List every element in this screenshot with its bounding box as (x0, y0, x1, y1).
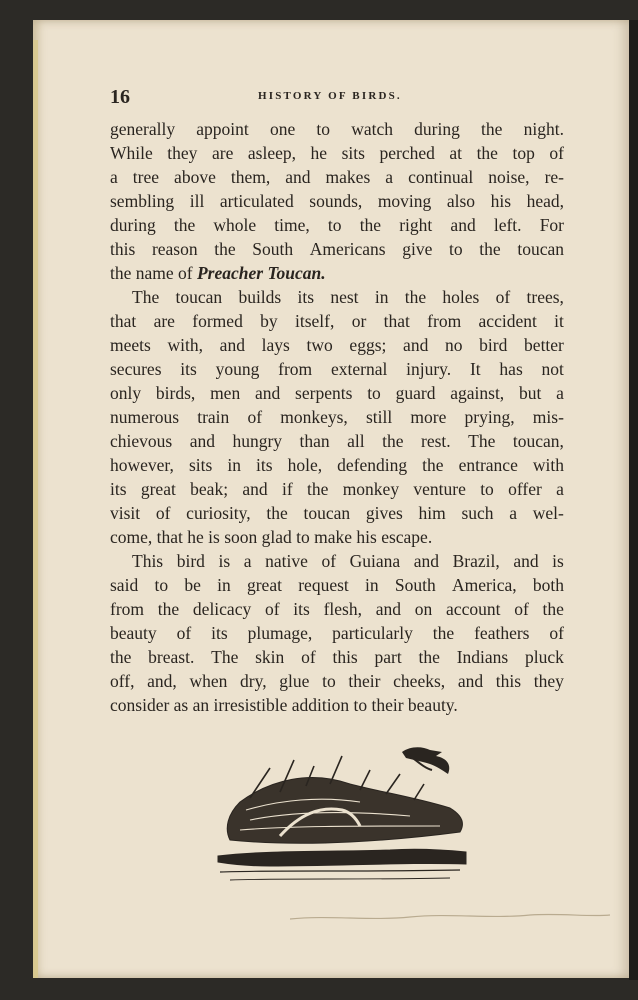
word: of (495, 287, 511, 307)
word: external (330, 359, 388, 379)
text-line (110, 357, 564, 381)
word: the (382, 431, 404, 451)
word: has (499, 359, 523, 379)
word: above (174, 167, 216, 187)
word: during (110, 215, 156, 235)
word: the (266, 503, 288, 523)
word: them, (230, 167, 271, 187)
text-line (110, 669, 564, 693)
word: be (184, 575, 201, 595)
word: two (306, 335, 333, 355)
word: breast. (148, 647, 195, 667)
word: While (110, 143, 153, 163)
word: request (298, 575, 349, 595)
word: sounds, (309, 191, 363, 211)
paper-tear-mark (290, 905, 610, 935)
word: of (321, 551, 337, 571)
word: in (365, 575, 379, 595)
text-line (110, 165, 564, 189)
word: the (542, 599, 564, 619)
word: nest (330, 287, 359, 307)
word: secures (110, 359, 162, 379)
page-gutter-edge (33, 40, 38, 978)
word: to (322, 671, 336, 691)
word: monkey (342, 479, 400, 499)
word: from (278, 359, 313, 379)
word: its (110, 479, 127, 499)
word: by (260, 311, 278, 331)
text-line (110, 309, 564, 333)
word: to (480, 479, 494, 499)
word: toucan, (512, 431, 564, 451)
word: against, (450, 383, 505, 403)
word: Indians (456, 647, 509, 667)
word: is (218, 551, 231, 571)
word: America, (452, 575, 517, 595)
word: night. (523, 119, 564, 139)
word: particularly (332, 623, 413, 643)
word: feathers (474, 623, 530, 643)
word: a (110, 167, 118, 187)
word: of (301, 647, 316, 667)
text-segment: come, that he is soon glad to make his escape. (110, 527, 433, 547)
word: generally (110, 119, 176, 139)
text-line (110, 429, 564, 453)
word: the (422, 455, 444, 475)
word: a (243, 551, 252, 571)
word: his (490, 191, 512, 211)
word: said (110, 575, 139, 595)
word: of (247, 407, 263, 427)
word: flesh, (323, 599, 362, 619)
word: head, (526, 191, 564, 211)
word: they (533, 671, 564, 691)
word: and (403, 335, 429, 355)
word: this (332, 647, 358, 667)
word: This (132, 551, 164, 571)
word: not (541, 359, 564, 379)
word: articulated (219, 191, 294, 211)
word: and, (147, 671, 177, 691)
word: such (461, 503, 494, 523)
word: defending (337, 455, 408, 475)
word: toucan (517, 239, 564, 259)
text-line (110, 405, 564, 429)
word: to (449, 239, 463, 259)
word: and (285, 167, 311, 187)
word: Guiana (349, 551, 401, 571)
word: makes (325, 167, 371, 187)
word: bird (479, 335, 508, 355)
word: The (211, 647, 239, 667)
word: or (351, 311, 367, 331)
word: the (479, 239, 501, 259)
word: more (410, 407, 447, 427)
word: however, (110, 455, 174, 475)
word: its (256, 455, 273, 475)
word: he (310, 143, 328, 163)
word: and (450, 215, 476, 235)
text-line (110, 261, 564, 285)
word: dry, (240, 671, 267, 691)
word: their (348, 671, 381, 691)
word: the (306, 479, 329, 499)
word: off, (110, 671, 135, 691)
word: with (532, 455, 564, 475)
word: guard (395, 383, 436, 403)
word: entrance (458, 455, 518, 475)
word: but (518, 383, 542, 403)
word: builds (238, 287, 282, 307)
text-line (110, 645, 564, 669)
word: curiosity, (186, 503, 251, 523)
word: trees, (526, 287, 564, 307)
word: of (514, 599, 529, 619)
word: are (211, 143, 234, 163)
text-line (110, 453, 564, 477)
word: both (532, 575, 564, 595)
word: appoint (196, 119, 249, 139)
word: of (549, 623, 564, 643)
word: account (446, 599, 501, 619)
text-line (110, 285, 564, 309)
word: great (246, 575, 282, 595)
word: one (269, 119, 296, 139)
text-line (110, 549, 564, 573)
word: offer (508, 479, 542, 499)
landscape-engraving (218, 756, 466, 880)
text-line (110, 381, 564, 405)
word: its (211, 623, 228, 643)
word: injury. (406, 359, 452, 379)
word: on (414, 599, 433, 619)
word: ill (189, 191, 205, 211)
word: glue (279, 671, 310, 691)
word: of (264, 599, 280, 619)
word: men (210, 383, 241, 403)
text-line (110, 597, 564, 621)
word: give (402, 239, 433, 259)
text-segment: the name of (110, 263, 197, 283)
word: are (153, 311, 175, 331)
word: from (110, 599, 145, 619)
word: re- (544, 167, 564, 187)
word: better (524, 335, 564, 355)
word: sits (341, 143, 365, 163)
word: South (252, 239, 294, 259)
word: eggs; (349, 335, 387, 355)
text-line (110, 213, 564, 237)
word: the (110, 647, 132, 667)
word: sembling (110, 191, 175, 211)
word: and (513, 551, 539, 571)
word: it (554, 311, 564, 331)
word: of (176, 623, 192, 643)
word: its (180, 359, 197, 379)
word: the (173, 215, 196, 235)
word: and (242, 479, 268, 499)
word: gives (365, 503, 403, 523)
word: to (316, 119, 331, 139)
word: the (418, 647, 440, 667)
word: to (367, 383, 381, 403)
word: its (297, 287, 315, 307)
word: this (110, 239, 136, 259)
word: when (189, 671, 228, 691)
word: is (552, 551, 564, 571)
text-line (110, 621, 564, 645)
word: during (414, 119, 460, 139)
word: Brazil, (452, 551, 500, 571)
word: meets (110, 335, 151, 355)
word: the (476, 143, 498, 163)
text-segment: consider as an irresistible addition to their beauty. (110, 695, 458, 715)
word: with, (167, 335, 203, 355)
word: left. (493, 215, 522, 235)
word: delicacy (192, 599, 252, 619)
word: hole, (287, 455, 323, 475)
word: in (217, 575, 231, 595)
word: wel- (532, 503, 564, 523)
word: and (457, 671, 484, 691)
word: the (481, 119, 503, 139)
word: a (509, 503, 518, 523)
word: asleep, (247, 143, 296, 163)
word: noise, (488, 167, 530, 187)
word: birds, (155, 383, 196, 403)
word: also (446, 191, 476, 211)
word: beak; (190, 479, 229, 499)
word: The (132, 287, 160, 307)
word: watch (351, 119, 393, 139)
word: serpents (295, 383, 353, 403)
text-line (110, 693, 564, 717)
word: its (293, 599, 310, 619)
word: the (432, 623, 455, 643)
flying-bird-icon (402, 747, 449, 774)
word: and (254, 383, 281, 403)
word: and (375, 599, 402, 619)
word: from (427, 311, 462, 331)
word: lays (261, 335, 290, 355)
woodcut-vignette (210, 740, 470, 890)
word: venture (413, 479, 466, 499)
word: pluck (525, 647, 564, 667)
running-title: HISTORY OF BIRDS. (258, 90, 402, 102)
word: South (394, 575, 436, 595)
word: a (556, 479, 564, 499)
word: and (219, 335, 245, 355)
word: It (469, 359, 481, 379)
word: sits (188, 455, 213, 475)
text-line (110, 117, 564, 141)
word: to (327, 215, 342, 235)
word: the (359, 215, 382, 235)
word: mis- (532, 407, 564, 427)
word: rest. (421, 431, 451, 451)
word: all (347, 431, 365, 451)
word: visit (110, 503, 141, 523)
page-number: 16 (110, 86, 130, 108)
word: monkeys, (280, 407, 348, 427)
word: toucan (175, 287, 223, 307)
word: time, (274, 215, 310, 235)
word: of (549, 143, 564, 163)
word: train (197, 407, 230, 427)
word: moving (377, 191, 432, 211)
word: to (154, 575, 169, 595)
word: in (227, 455, 241, 475)
word: prying, (464, 407, 515, 427)
word: young (215, 359, 260, 379)
word: that (383, 311, 410, 331)
word: toucan (303, 503, 351, 523)
text-line (110, 141, 564, 165)
emphasis-text: Preacher Toucan. (196, 263, 326, 283)
text-line (110, 189, 564, 213)
word: tree (132, 167, 160, 187)
word: and (189, 431, 215, 451)
word: at (449, 143, 463, 163)
text-line (110, 501, 564, 525)
word: than (299, 431, 330, 451)
word: reason (151, 239, 198, 259)
word: no (445, 335, 463, 355)
word: that (110, 311, 137, 331)
word: right (399, 215, 433, 235)
text-line (110, 333, 564, 357)
word: chievous (110, 431, 173, 451)
word: of (155, 503, 171, 523)
word: The (468, 431, 496, 451)
word: numerous (110, 407, 180, 427)
text-line (110, 573, 564, 597)
word: plumage, (247, 623, 313, 643)
word: whole (213, 215, 257, 235)
body-text (110, 117, 564, 717)
text-line (110, 525, 564, 549)
word: this (495, 671, 522, 691)
word: continual (408, 167, 474, 187)
word: itself, (294, 311, 335, 331)
scan-border (629, 20, 638, 980)
word: cheeks, (393, 671, 446, 691)
word: bird (176, 551, 205, 571)
word: still (365, 407, 393, 427)
word: the (214, 239, 236, 259)
word: holes (442, 287, 480, 307)
word: if (281, 479, 293, 499)
word: Americans (309, 239, 386, 259)
word: perched (379, 143, 435, 163)
word: skin (255, 647, 285, 667)
word: the (404, 287, 427, 307)
word: him (418, 503, 446, 523)
word: part (374, 647, 402, 667)
word: and (413, 551, 440, 571)
word: hungry (232, 431, 283, 451)
word: a (385, 167, 394, 187)
word: top (512, 143, 535, 163)
word: For (539, 215, 564, 235)
text-line (110, 477, 564, 501)
word: in (374, 287, 389, 307)
word: native (265, 551, 308, 571)
word: beauty (110, 623, 157, 643)
word: they (167, 143, 198, 163)
word: great (140, 479, 176, 499)
word: accident (478, 311, 537, 331)
running-head (110, 86, 570, 110)
word: only (110, 383, 142, 403)
word: the (157, 599, 180, 619)
word: formed (192, 311, 243, 331)
text-line (110, 237, 564, 261)
word: a (556, 383, 564, 403)
